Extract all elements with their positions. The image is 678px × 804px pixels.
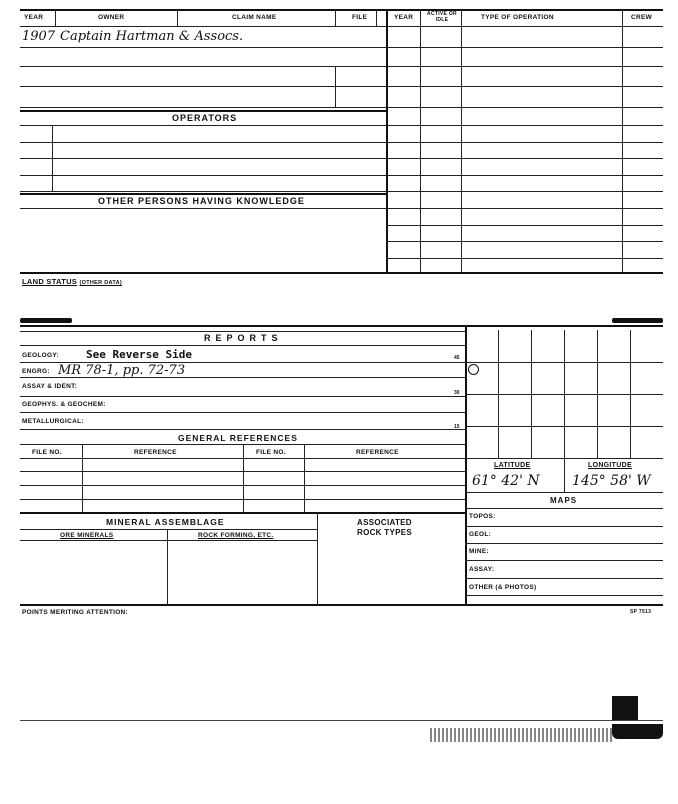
latitude-value: 61° 42' N (472, 473, 540, 489)
assay-ident-label: ASSAY & IDENT: (22, 383, 78, 390)
corner-mark-top (612, 696, 638, 720)
owner-name-entry: Captain Hartman & Assocs. (60, 29, 244, 44)
reports-heading: REPORTS (204, 333, 283, 343)
geology-label: GEOLOGY: (22, 352, 59, 359)
engrg-value: MR 78-1, pp. 72-73 (58, 363, 186, 378)
other-persons-heading: OTHER PERSONS HAVING KNOWLEDGE (98, 196, 305, 206)
ore-minerals-header: ORE MINERALS (60, 532, 114, 539)
ref-file-no-1: FILE NO. (32, 449, 62, 456)
divider-mark-right (612, 318, 663, 323)
col-active-idle-header: ACTIVE OR IDLE (427, 11, 457, 23)
bottom-rule (20, 720, 663, 721)
col-owner-header: OWNER (98, 14, 125, 21)
longitude-value: 145° 58' W (572, 473, 651, 489)
corner-mark-bottom (612, 724, 663, 739)
ref-reference-1: REFERENCE (134, 449, 177, 456)
ref-reference-2: REFERENCE (356, 449, 399, 456)
engrg-label: ENGRG: (22, 368, 50, 375)
operators-heading: OPERATORS (172, 113, 238, 123)
scale-15: 15 (454, 424, 460, 430)
owner-year-entry: 1907 (22, 29, 56, 44)
geology-value: See Reverse Side (86, 348, 192, 361)
maps-heading: MAPS (550, 496, 578, 505)
geol-map-label: GEOL: (469, 531, 492, 538)
scan-noise-band (430, 728, 612, 742)
geophys-label: GEOPHYS. & GEOCHEM: (22, 401, 106, 408)
scale-30: 30 (454, 390, 460, 396)
topos-label: TOPOS: (469, 513, 496, 520)
longitude-label: LONGITUDE (588, 462, 632, 469)
assay-map-label: ASSAY: (469, 566, 495, 573)
mine-map-label: MINE: (469, 548, 489, 555)
col-year-header: YEAR (24, 14, 44, 21)
general-references-heading: GENERAL REFERENCES (178, 433, 298, 443)
rock-forming-header: ROCK FORMING, ETC. (198, 532, 274, 539)
metallurgical-label: METALLURGICAL: (22, 418, 84, 425)
col-type-of-operation-header: TYPE OF OPERATION (481, 14, 554, 21)
land-status-label: LAND STATUS (OTHER DATA) (22, 277, 122, 286)
divider-mark-left (20, 318, 72, 323)
ref-file-no-2: FILE NO. (256, 449, 286, 456)
col-claim-name-header: CLAIM NAME (232, 14, 277, 21)
mineral-assemblage-heading: MINERAL ASSEMBLAGE (106, 517, 225, 527)
scale-45: 45 (454, 355, 460, 361)
latitude-label: LATITUDE (494, 462, 531, 469)
rock-types-header: ROCK TYPES (357, 528, 413, 537)
col-crew-header: CREW (631, 14, 653, 21)
col-year2-header: YEAR (394, 14, 414, 21)
col-file-header: FILE (352, 14, 368, 21)
form-number: SP 7513 (630, 609, 652, 615)
points-meriting-attention-label: POINTS MERITING ATTENTION: (22, 609, 129, 616)
associated-header: ASSOCIATED (357, 518, 412, 527)
other-photos-label: OTHER (& PHOTOS) (469, 584, 537, 591)
location-marker-icon (468, 364, 479, 375)
